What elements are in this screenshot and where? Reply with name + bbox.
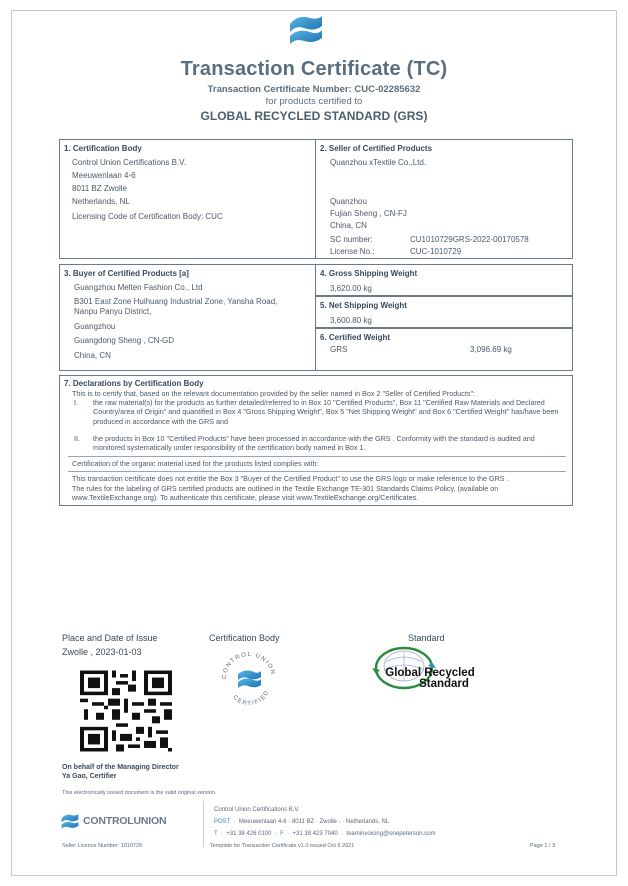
declaration-intro: This is to certify that, based on the relevant documentation provided by the seller named in Box 2 "Seller of Certified Products": — [72, 389, 476, 398]
standard-label: Standard — [408, 633, 445, 643]
net-weight-value: 3,600.80 kg — [330, 316, 372, 325]
buyer-city: Guangzhou — [74, 322, 116, 331]
document-title: Transaction Certificate (TC) — [180, 58, 448, 80]
buyer-country: China, CN — [74, 351, 111, 360]
buyer-province: Guangdong Sheng , CN-GD — [74, 336, 175, 345]
svg-text:CERTIFIED — [231, 689, 270, 707]
buyer-address1: B301 East Zone Huihuang Industrial Zone, Yansha Road, — [74, 297, 278, 306]
phone-label: T — [214, 831, 218, 837]
box-2-seller — [315, 139, 573, 259]
standard-name: GLOBAL RECYCLED STANDARD (GRS) — [200, 109, 428, 123]
signer-name: Ya Gao, Certifier — [62, 773, 117, 780]
electronic-issue-note: This electronically issued document is the valid original version. — [62, 790, 217, 796]
post-label: POST — [214, 819, 231, 825]
divider — [68, 456, 566, 457]
cb-address2: 8011 BZ Zwolle — [72, 184, 127, 193]
box-1-heading: 1. Certification Body — [64, 144, 142, 153]
box-2-heading: 2. Seller of Certified Products — [320, 144, 433, 153]
certified-weight-value: 3,096.69 kg — [470, 345, 512, 354]
control-union-wave-logo — [288, 10, 324, 48]
sc-number-value: CU1010729GRS-2022-00170578 — [410, 235, 529, 244]
cb-name: Control Union Certifications B.V. — [72, 158, 186, 167]
page-number: Page 1 / 3 — [530, 843, 556, 849]
box-6-certified-weight — [315, 328, 573, 371]
box-5-net-weight — [315, 296, 573, 328]
item-2-text: the products in Box 10 "Certified Products" have been processed in accordance with the GRS . Conformity with the standard is audited and monitored systematically under responsibility of the certification body named in Box 1. — [93, 434, 535, 453]
footer-divider — [203, 801, 204, 847]
organic-statement: Certification of the organic material used for the products listed complies with: — [72, 459, 319, 468]
cb-licensing: Licensing Code of Certification Body: CUC — [72, 212, 223, 221]
labeling-rules-note: The rules for the labeling of GRS certified products are outlined in the Textile Exchange TE-301 Standards Claims Policy, (available on www.TextileExchange.org). To authenticate this certificate, please visit www.TextileExchange.org/Certificates. — [72, 484, 499, 503]
fax-value: +31 38 423 7040 — [292, 831, 338, 837]
box-1-certification-body — [59, 139, 316, 259]
contact-line: T · +31 38 426 0100 · F · +31 38 423 7040 · teaminvoicing@onepeterson.com — [214, 831, 436, 837]
for-products-text: for products certified to — [265, 96, 363, 107]
gross-weight-value: 3,620.00 kg — [330, 284, 372, 293]
control-union-certified-seal — [214, 646, 284, 708]
license-label: License No.: — [330, 247, 375, 256]
seller-licence-number: Seller Licence Number: 1010729 — [62, 843, 143, 849]
item-1-text: the raw material(s) for the products as further detailed/referred to in Box 10 "Certified Products", Box 11 "Certified Raw Materials and Declared Country/area of Origin" and quantified in Box 4 "Gross Shipping Weight", Box 5 "Net Shipping Weight" and Box 6 "Certified Weight" has/have been produced in accordance with the GRS and — [93, 398, 559, 426]
box-6-heading: 6. Certified Weight — [320, 333, 391, 342]
box-7-declarations — [59, 375, 573, 506]
phone-value: +31 38 426 0100 — [226, 831, 272, 837]
email-link[interactable]: teaminvoicing@onepeterson.com — [346, 831, 436, 837]
qr-code — [76, 667, 176, 755]
box-5-heading: 5. Net Shipping Weight — [320, 301, 407, 310]
control-union-footer-logo-icon — [60, 811, 80, 831]
tc-number: Transaction Certificate Number: CUC-02285632 — [207, 84, 421, 95]
place-date-label: Place and Date of Issue — [62, 633, 158, 643]
place-date-value: Zwolle , 2023-01-03 — [62, 647, 142, 657]
grs-logo-line2: Standard — [419, 678, 469, 690]
box-4-heading: 4. Gross Shipping Weight — [320, 269, 418, 278]
seller-city: Quanzhou — [330, 197, 367, 206]
sc-number-label: SC number: — [330, 235, 373, 244]
seller-province: Fujian Sheng , CN-FJ — [330, 209, 407, 218]
buyer-name: Guangzhou Melten Fashion Co., Ltd — [74, 283, 203, 292]
item-1-number: I. — [74, 398, 78, 407]
on-behalf-text: On behalf of the Managing Director — [62, 764, 179, 771]
license-value: CUC-1010729 — [410, 247, 462, 256]
box-4-gross-weight — [315, 264, 573, 296]
box-7-heading: 7. Declarations by Certification Body — [64, 379, 204, 388]
divider — [68, 471, 566, 472]
certified-weight-label: GRS — [330, 345, 348, 354]
item-2-number: II. — [74, 434, 80, 443]
fax-label: F — [280, 831, 284, 837]
seal-top-text: CONTROL UNION — [221, 651, 276, 680]
seller-name: Quanzhou xTextile Co.,Ltd. — [330, 158, 427, 167]
post-value: Meeuwenlaan 4-6 · 8011 BZ · Zwolle · · Netherlands, NL — [238, 819, 390, 825]
logo-use-note: This transaction certificate does not entitle the Box 3 "Buyer of the Certified Product" to use the GRS logo or make reference to the GRS . — [72, 474, 509, 483]
cb-country: Netherlands, NL — [72, 197, 130, 206]
grs-logo-line1: Global Recycled — [385, 667, 475, 679]
post-address-line: POST · Meeuwenlaan 4-6 · 8011 BZ · Zwolle · · Netherlands, NL — [214, 819, 390, 825]
brand-name: CONTROLUNION — [83, 815, 167, 827]
global-recycled-standard-logo — [370, 644, 490, 700]
certification-body-label: Certification Body — [209, 633, 280, 643]
box-3-heading: 3. Buyer of Certified Products [a] — [64, 269, 189, 278]
box-3-buyer — [59, 264, 316, 371]
cb-address1: Meeuwenlaan 4-6 — [72, 171, 136, 180]
template-version: Template for Transaction Certificate v1.0 issued Oct 6 2021 — [210, 843, 355, 849]
buyer-address2: Nanpu Panyu District, — [74, 307, 152, 316]
seal-bottom-text: CERTIFIED — [231, 689, 271, 708]
cu-company-name: Control Union Certifications B.V. — [214, 807, 300, 813]
seller-country: China, CN — [330, 221, 367, 230]
